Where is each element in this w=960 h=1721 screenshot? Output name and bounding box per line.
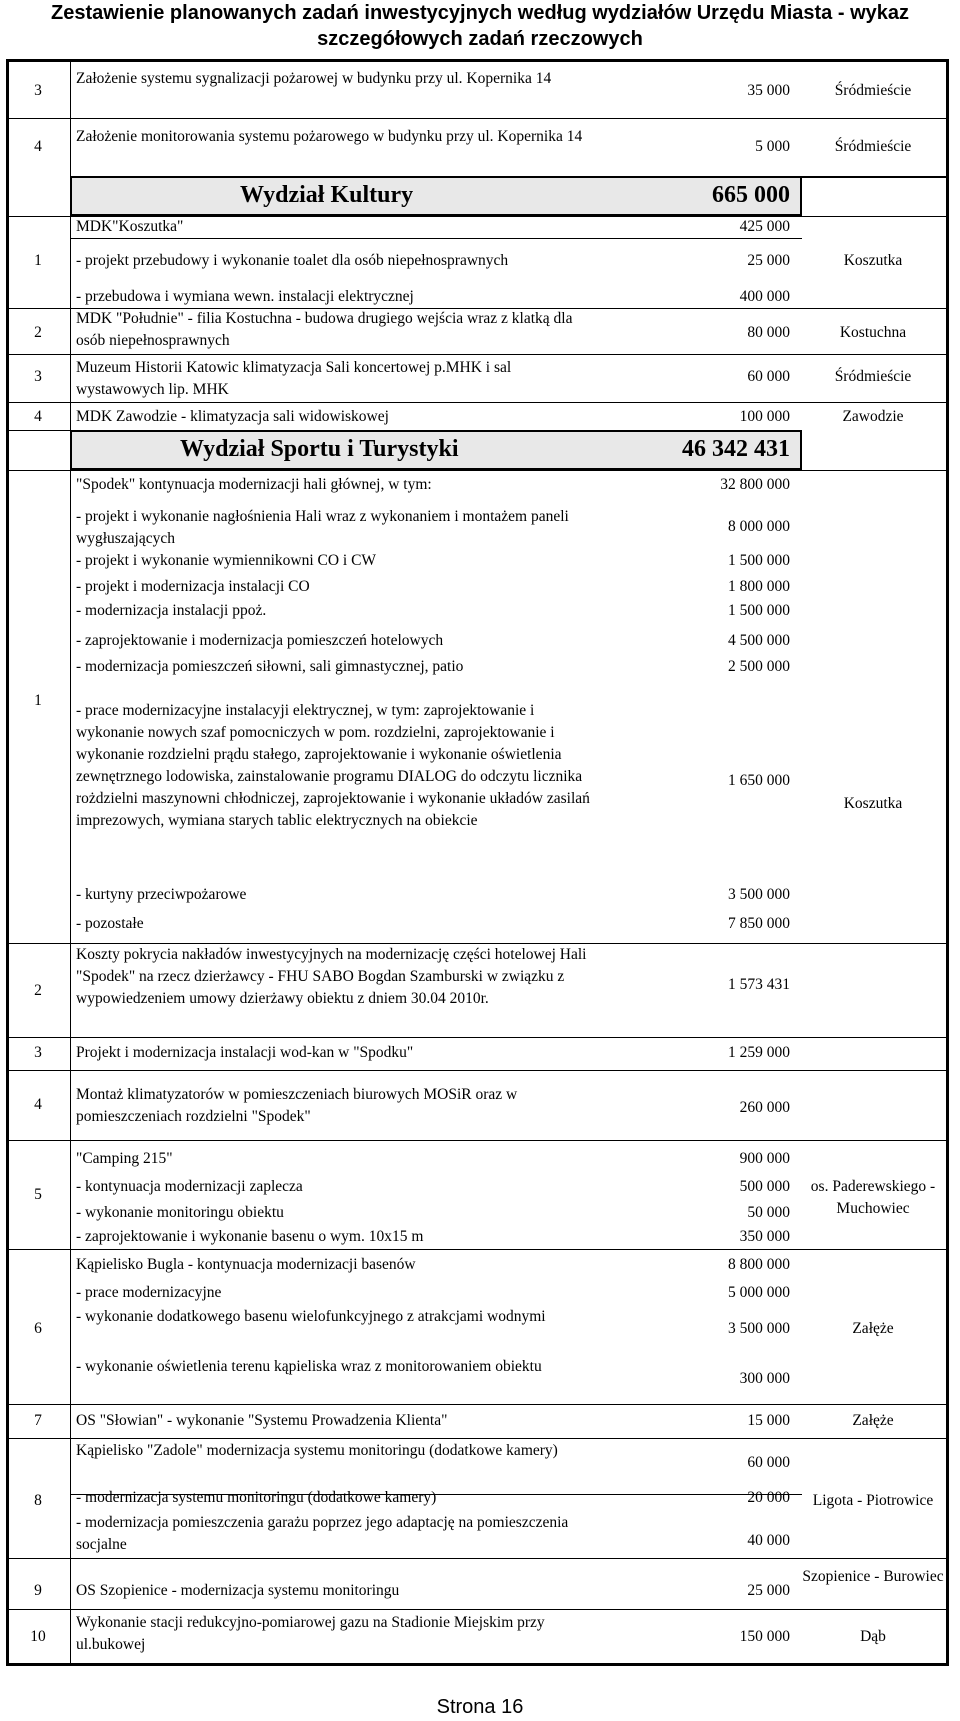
row-number: 7: [34, 1412, 42, 1429]
row-location: Załęże: [852, 1320, 894, 1337]
row-amount: 1 573 431: [728, 976, 790, 993]
row-description: Założenie systemu sygnalizacji pożarowej w budynku przy ul. Kopernika 14: [76, 70, 552, 87]
row-description: - projekt i wykonanie nagłośnienia Hali wraz z wykonaniem i montażem paneli wygłuszających: [76, 508, 569, 547]
row-location: os. Paderewskiego - Muchowiec: [810, 1178, 936, 1217]
table-border-bottom: [6, 1663, 949, 1666]
band-line: [70, 176, 72, 216]
row-amount: 1 650 000: [728, 772, 790, 789]
subrow-divider: [70, 238, 802, 239]
row-amount: 35 000: [747, 82, 790, 99]
row-amount: 1 500 000: [728, 552, 790, 569]
row-description: - modernizacja systemu monitoringu (dodatkowe kamery): [76, 1489, 437, 1506]
row-divider: [6, 1609, 949, 1610]
table-border-right: [946, 60, 949, 1666]
col-divider: [70, 470, 71, 1664]
row-amount: 300 000: [739, 1370, 790, 1387]
row-divider: [6, 118, 949, 119]
row-description: Muzeum Historii Katowic klimatyzacja Sali koncertowej p.MHK i sal wystawowych lip. MHK: [76, 359, 512, 398]
row-location: Zawodzie: [842, 408, 904, 425]
row-amount: 3 500 000: [728, 1320, 790, 1337]
row-amount: 150 000: [739, 1628, 790, 1645]
row-description: Założenie monitorowania systemu pożarowego w budynku przy ul. Kopernika 14: [76, 128, 583, 145]
row-amount: 5 000: [755, 138, 790, 155]
row-number: 1: [34, 252, 42, 269]
col-divider: [70, 216, 71, 430]
row-amount: 20 000: [747, 1489, 790, 1506]
row-amount: 900 000: [739, 1150, 790, 1167]
row-amount: 5 000 000: [728, 1284, 790, 1301]
row-location: Śródmieście: [834, 368, 912, 385]
row-divider: [6, 1558, 949, 1559]
row-amount: 1 259 000: [728, 1044, 790, 1061]
row-amount: 425 000: [739, 218, 790, 235]
row-description: - zaprojektowanie i modernizacja pomieszczeń hotelowych: [76, 632, 444, 649]
row-divider: [6, 1249, 949, 1250]
row-description: "Spodek" kontynuacja modernizacji hali głównej, w tym:: [76, 476, 432, 493]
row-description: Kąpielisko "Zadole" modernizacja systemu monitoringu (dodatkowe kamery): [76, 1442, 558, 1459]
row-amount: 60 000: [747, 368, 790, 385]
row-description: Kąpielisko Bugla - kontynuacja modernizacji basenów: [76, 1256, 416, 1273]
row-location: Śródmieście: [834, 138, 912, 155]
row-location: Koszutka: [843, 252, 903, 269]
row-number: 4: [34, 138, 42, 155]
row-divider: [6, 354, 949, 355]
band-line: [800, 176, 802, 216]
row-description: - projekt przebudowy i wykonanie toalet dla osób niepełnosprawnych: [76, 252, 509, 269]
row-description: OS "Słowian" - wykonanie "Systemu Prowadzenia Klienta": [76, 1412, 448, 1429]
row-number: 9: [34, 1582, 42, 1599]
row-number: 8: [34, 1492, 42, 1509]
row-description: - modernizacja pomieszczeń siłowni, sali gimnastycznej, patio: [76, 658, 464, 675]
row-description: OS Szopienice - modernizacja systemu monitoringu: [76, 1582, 400, 1599]
row-description: - modernizacja pomieszczenia garażu poprzez jego adaptację na pomieszczenia socjalne: [76, 1514, 569, 1553]
row-amount: 8 000 000: [728, 518, 790, 535]
section-title-sport: Wydział Sportu i Turystyki: [180, 436, 459, 462]
row-description: MDK"Koszutka": [76, 218, 184, 235]
band-line: [70, 430, 802, 432]
section-total-sport: 46 342 431: [682, 436, 790, 462]
row-description: Wykonanie stacji redukcyjno-pomiarowej gazu na Stadionie Miejskim przy ul.bukowej: [76, 1614, 545, 1653]
row-amount: 25 000: [747, 1582, 790, 1599]
row-divider: [6, 1404, 949, 1405]
row-divider: [6, 402, 949, 403]
row-amount: 60 000: [747, 1454, 790, 1471]
row-divider: [6, 1438, 949, 1439]
table-border-top: [6, 59, 949, 62]
row-description: "Camping 215": [76, 1150, 173, 1167]
section-total-kultura: 665 000: [712, 182, 790, 208]
row-divider: [6, 1070, 949, 1071]
row-description: Montaż klimatyzatorów w pomieszczeniach biurowych MOSiR oraz w pomieszczeniach rozdzielni "Spodek": [76, 1086, 518, 1125]
row-description: - modernizacja instalacji ppoż.: [76, 602, 267, 619]
row-description: - prace modernizacyjne instalacyji elektrycznej, w tym: zaprojektowanie i wykonanie nowych szaf pomocniczych w pom. rozdzielni, zaprojektowanie i wykonanie rozdzielni prądu stałego, zaprojektowanie i wykonanie oświetlenia zewnętrznego lodowiska, zainstalowanie programu DIALOG do odczytu licznika rożdzielni maszynowni chłodniczej, zaprojektowanie i wykonanie układów zasilań imprezowych, wymiana starych tablic elektrycznych na obiekcie: [76, 702, 590, 829]
row-number: 2: [34, 982, 42, 999]
row-number: 10: [30, 1628, 46, 1645]
row-description: - zaprojektowanie i wykonanie basenu o wym. 10x15 m: [76, 1228, 424, 1245]
row-description: Projekt i modernizacja instalacji wod-kan w "Spodku": [76, 1044, 414, 1061]
row-number: 6: [34, 1320, 42, 1337]
row-description: - wykonanie oświetlenia terenu kąpieliska wraz z monitorowaniem obiektu: [76, 1358, 542, 1375]
row-number: 4: [34, 408, 42, 425]
row-divider: [6, 1140, 949, 1141]
row-description: - kurtyny przeciwpożarowe: [76, 886, 247, 903]
row-location: Kostuchna: [839, 324, 907, 341]
row-divider: [6, 430, 70, 431]
row-amount: 50 000: [747, 1204, 790, 1221]
row-description: - wykonanie dodatkowego basenu wielofunkcyjnego z atrakcjami wodnymi: [76, 1308, 546, 1325]
row-amount: 8 800 000: [728, 1256, 790, 1273]
row-number: 3: [34, 82, 42, 99]
row-amount: 2 500 000: [728, 658, 790, 675]
row-amount: 400 000: [739, 288, 790, 305]
row-description: MDK "Południe" - filia Kostuchna - budowa drugiego wejścia wraz z klatką dla osób niepełnosprawnych: [76, 310, 573, 349]
row-description: - przebudowa i wymiana wewn. instalacji elektrycznej: [76, 288, 414, 305]
row-description: - projekt i wykonanie wymiennikowni CO i CW: [76, 552, 377, 569]
row-divider: [6, 1037, 949, 1038]
row-location: Dąb: [860, 1628, 886, 1645]
row-amount: 15 000: [747, 1412, 790, 1429]
row-amount: 1 800 000: [728, 578, 790, 595]
row-location: Ligota - Piotrowice: [812, 1492, 934, 1509]
row-amount: 32 800 000: [720, 476, 790, 493]
row-description: - pozostałe: [76, 915, 144, 932]
section-title-kultura: Wydział Kultury: [240, 182, 414, 208]
row-description: - prace modernizacyjne: [76, 1284, 222, 1301]
page-title-line-2: szczegółowych zadań rzeczowych: [317, 28, 643, 50]
row-number: 4: [34, 1096, 42, 1113]
band-line: [800, 430, 802, 470]
row-number: 2: [34, 324, 42, 341]
row-divider: [6, 470, 949, 471]
row-amount: 1 500 000: [728, 602, 790, 619]
row-amount: 4 500 000: [728, 632, 790, 649]
row-location: Szopienice - Burowiec: [802, 1568, 944, 1585]
row-location: Załęże: [852, 1412, 894, 1429]
row-amount: 3 500 000: [728, 886, 790, 903]
row-amount: 500 000: [739, 1178, 790, 1195]
row-number: 3: [34, 368, 42, 385]
row-amount: 80 000: [747, 324, 790, 341]
band-line: [70, 430, 72, 470]
row-number: 1: [34, 692, 42, 709]
row-description: - kontynuacja modernizacji zaplecza: [76, 1178, 303, 1195]
row-location: Śródmieście: [834, 82, 912, 99]
page-number: Strona 16: [436, 1696, 524, 1718]
band-line: [70, 176, 946, 178]
row-description: - wykonanie monitoringu obiektu: [76, 1204, 284, 1221]
row-amount: 260 000: [739, 1099, 790, 1116]
row-amount: 100 000: [739, 408, 790, 425]
row-amount: 40 000: [747, 1532, 790, 1549]
row-description: Koszty pokrycia nakładów inwestycyjnych na modernizację części hotelowej Hali "Spodek" na rzecz dzierżawcy - FHU SABO Bogdan Szamburski w związku z wypowiedzeniem umowy dzierżawy obiektu z dniem 30.04 2010r.: [76, 946, 587, 1007]
row-amount: 350 000: [739, 1228, 790, 1245]
row-description: MDK Zawodzie - klimatyzacja sali widowiskowej: [76, 408, 389, 425]
row-number: 3: [34, 1044, 42, 1061]
row-description: - projekt i modernizacja instalacji CO: [76, 578, 310, 595]
page-title-line-1: Zestawienie planowanych zadań inwestycyjnych według wydziałów Urzędu Miasta - wykaz: [50, 2, 909, 24]
row-amount: 7 850 000: [728, 915, 790, 932]
row-number: 5: [34, 1186, 42, 1203]
row-amount: 25 000: [747, 252, 790, 269]
row-location: Koszutka: [843, 795, 903, 812]
